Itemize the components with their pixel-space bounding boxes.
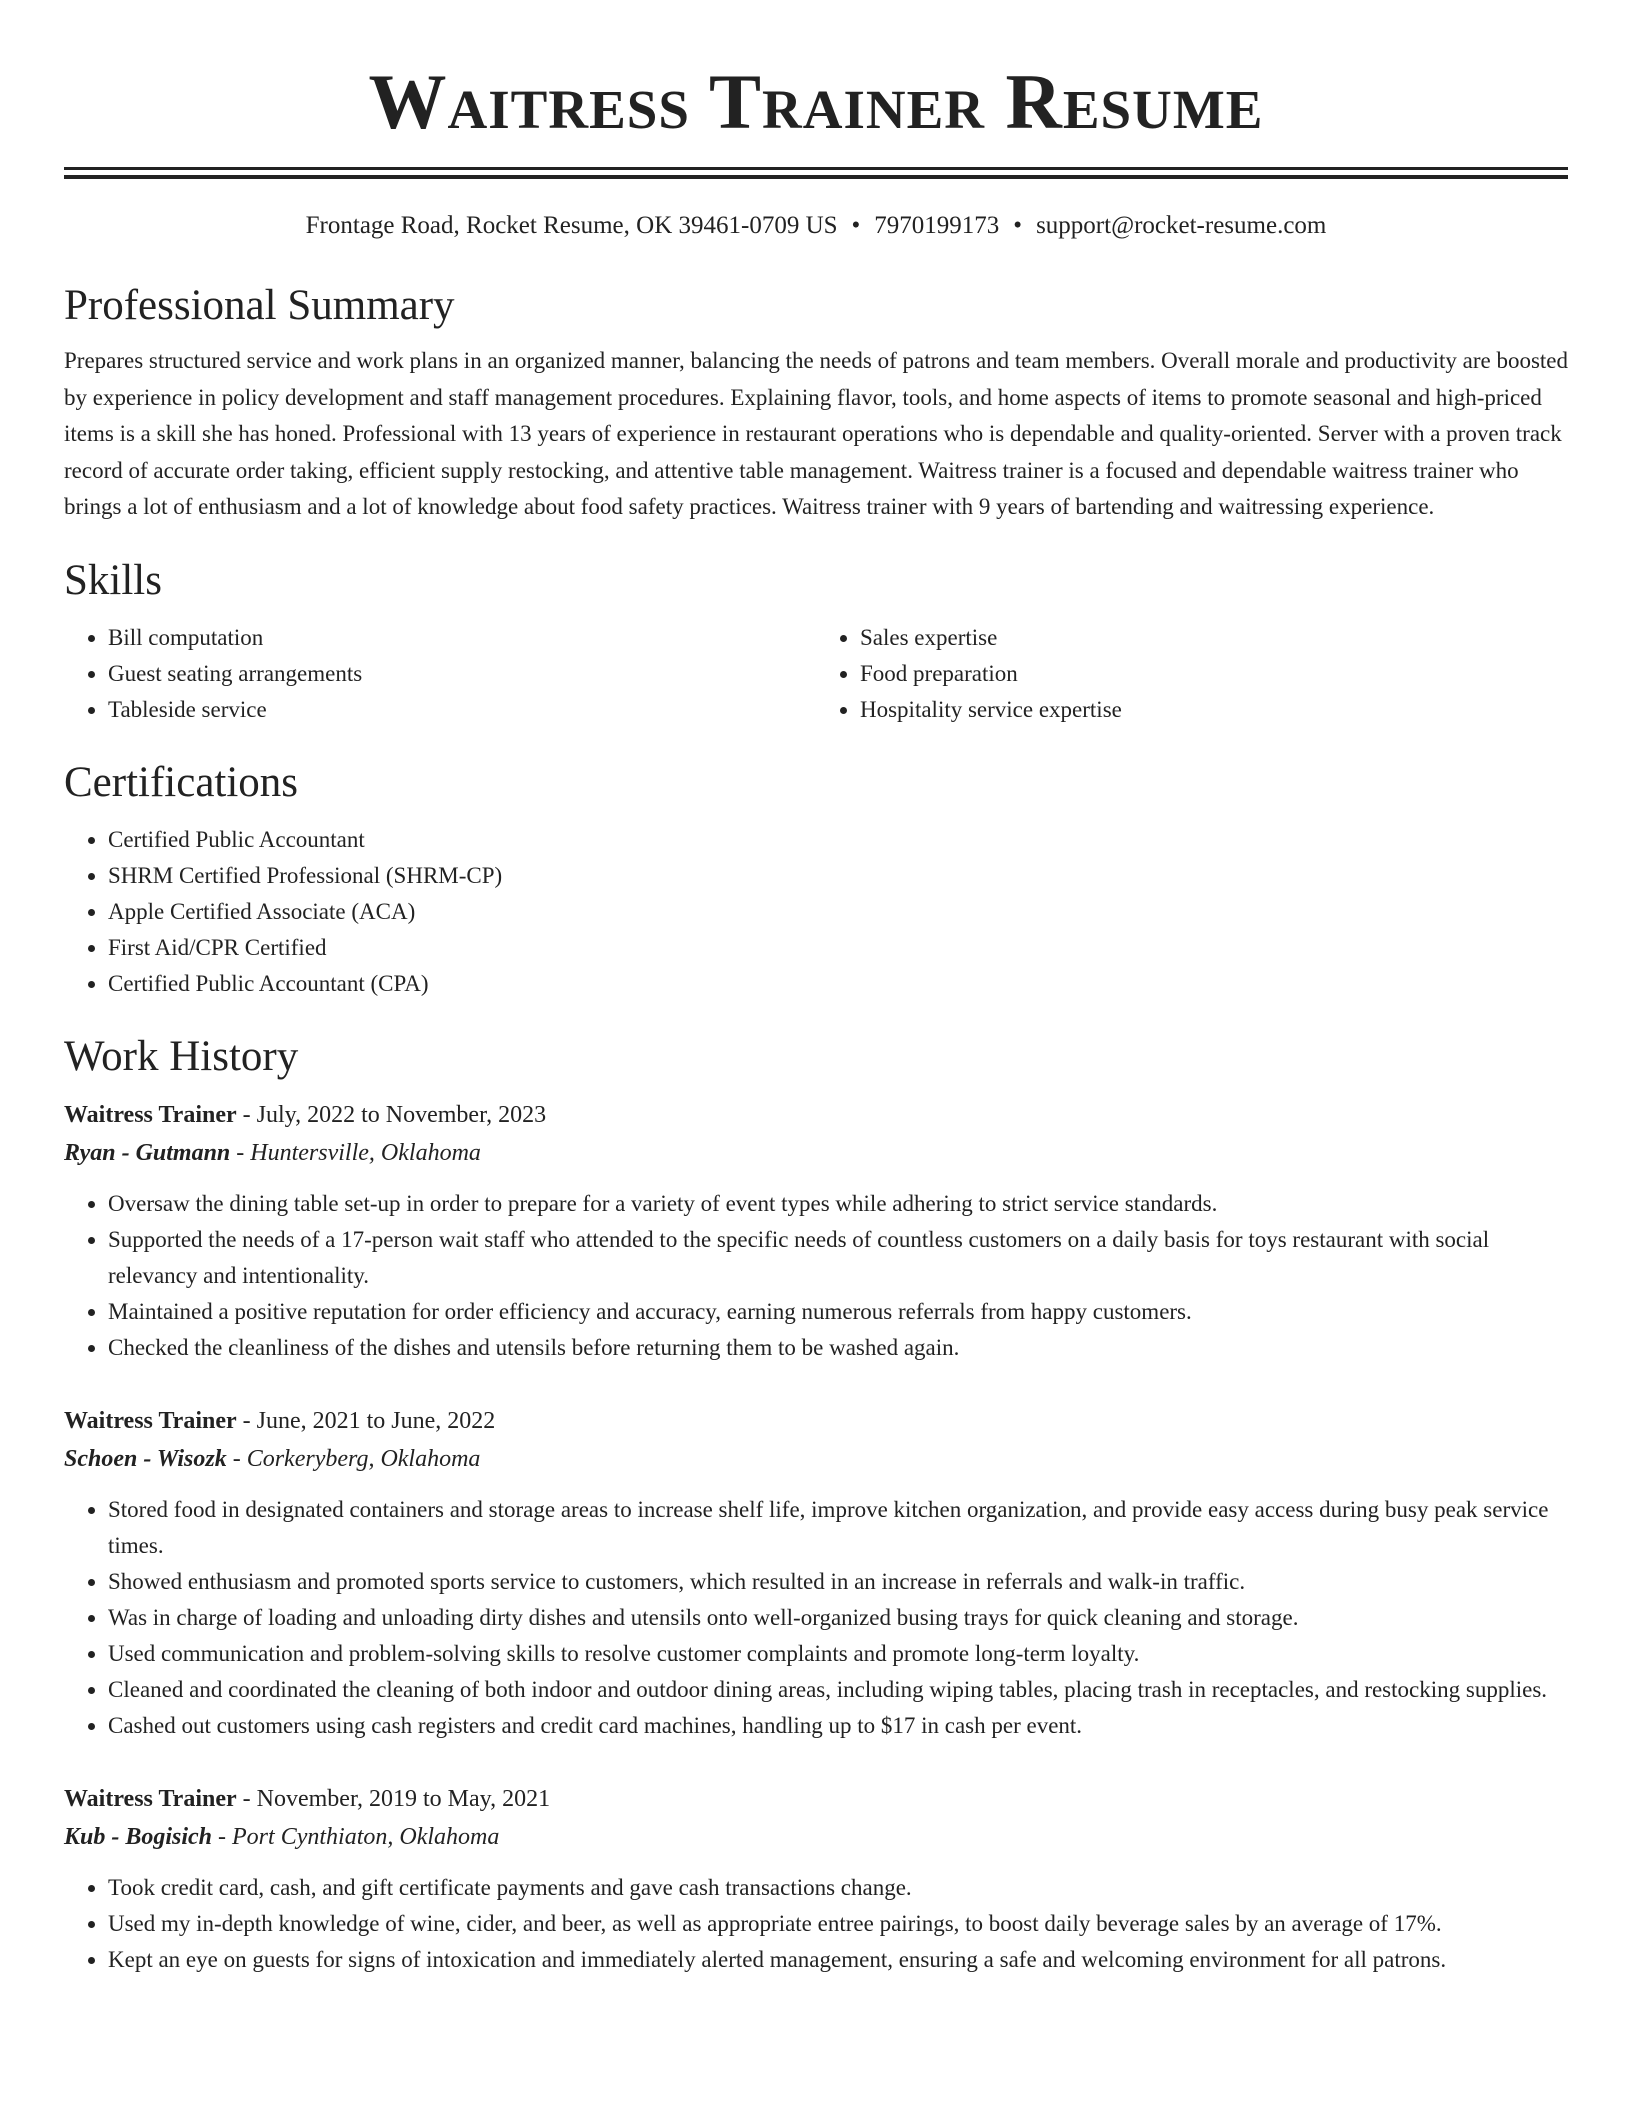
skill-item: • Tableside service — [108, 692, 816, 728]
title-divider — [64, 167, 1568, 179]
contact-address: Frontage Road, Rocket Resume, OK 39461-0709 US — [305, 212, 838, 239]
certification-item: • SHRM Certified Professional (SHRM-CP) — [108, 858, 1568, 894]
job-bullet: • Cleaned and coordinated the cleaning of both indoor and outdoor dining areas, including wiping tables, placing trash in receptacles, and restocking supplies. — [108, 1672, 1568, 1708]
skills-list-left — [64, 620, 816, 728]
summary-text: Prepares structured service and work plans in an organized manner, balancing the needs of patrons and team members. Overall morale and productivity are boosted by experience in policy development and staff management procedures. Explaining flavor, tools, and home aspects of items to promote seasonal and high-priced items is a skill she has honed. Professional with 13 years of experience in restaurant operations who is dependable and quality-oriented. Server with a proven track record of accurate order taking, efficient supply restocking, and attentive table management. Waitress trainer is a focused and dependable waitress trainer who brings a lot of enthusiasm and a lot of knowledge about food safety practices. Waitress trainer with 9 years of bartending and waitressing experience. — [64, 348, 1568, 519]
job-bullet: • Maintained a positive reputation for order efficiency and accuracy, earning numerous referrals from happy customers. — [108, 1294, 1568, 1330]
job-dates: - July, 2022 to November, 2023 — [236, 1101, 547, 1128]
job-company: Kub - Bogisich — [64, 1823, 213, 1850]
job-bullets — [64, 1186, 1568, 1366]
certification-item: • Certified Public Accountant — [108, 822, 1568, 858]
job-company-line — [64, 1818, 1568, 1856]
job-location: - Corkeryberg, Oklahoma — [226, 1445, 481, 1472]
certifications-list — [64, 822, 1568, 1002]
job-entry — [64, 1096, 1568, 1366]
job-bullet: • Supported the needs of a 17-person wait staff who attended to the specific needs of countless customers on a daily basis for toys restaurant with social relevancy and intentionality. — [108, 1222, 1568, 1294]
job-bullet: • Was in charge of loading and unloading dirty dishes and utensils onto well-organized busing trays for quick cleaning and storage. — [108, 1600, 1568, 1636]
job-company: Ryan - Gutmann — [64, 1139, 231, 1166]
job-title-line — [64, 1780, 1568, 1818]
summary-heading: Professional Summary — [64, 282, 455, 329]
job-bullet: • Showed enthusiasm and promoted sports service to customers, which resulted in an increase in referrals and walk-in traffic. — [108, 1564, 1568, 1600]
resume-title: Waitress Trainer Resume — [368, 58, 1264, 145]
job-bullet: • Used communication and problem-solving skills to resolve customer complaints and promote long-term loyalty. — [108, 1636, 1568, 1672]
skills-list-right — [816, 620, 1568, 728]
skill-item: • Hospitality service expertise — [860, 692, 1568, 728]
job-role: Waitress Trainer — [64, 1101, 237, 1128]
job-role: Waitress Trainer — [64, 1785, 237, 1812]
job-bullet: • Oversaw the dining table set-up in order to prepare for a variety of event types while adhering to strict service standards. — [108, 1186, 1568, 1222]
job-bullet: • Used my in-depth knowledge of wine, cider, and beer, as well as appropriate entree pairings, to boost daily beverage sales by an average of 17%. — [108, 1906, 1568, 1942]
contact-separator: • — [1013, 212, 1023, 239]
skill-item: • Sales expertise — [860, 620, 1568, 656]
job-company-line — [64, 1134, 1568, 1172]
job-dates: - November, 2019 to May, 2021 — [236, 1785, 551, 1812]
certifications-heading: Certifications — [64, 758, 299, 806]
job-entry — [64, 1780, 1568, 1978]
job-company: Schoen - Wisozk — [64, 1445, 227, 1472]
job-role: Waitress Trainer — [64, 1407, 237, 1434]
job-location: - Port Cynthiaton, Oklahoma — [212, 1823, 500, 1850]
job-title-line — [64, 1096, 1568, 1134]
skill-item: • Bill computation — [108, 620, 816, 656]
job-company-line — [64, 1440, 1568, 1478]
skill-item: • Guest seating arrangements — [108, 656, 816, 692]
skill-item: • Food preparation — [860, 656, 1568, 692]
contact-phone: 7970199173 — [874, 212, 1000, 239]
certification-item: • Apple Certified Associate (ACA) — [108, 894, 1568, 930]
contact-line — [64, 211, 1568, 241]
contact-email: support@rocket-resume.com — [1036, 212, 1327, 239]
contact-separator: • — [851, 212, 861, 239]
job-bullets — [64, 1492, 1568, 1744]
job-bullet: • Took credit card, cash, and gift certificate payments and gave cash transactions change. — [108, 1870, 1568, 1906]
job-bullet: • Cashed out customers using cash registers and credit card machines, handling up to $17 in cash per event. — [108, 1708, 1568, 1744]
certification-item: • Certified Public Accountant (CPA) — [108, 966, 1568, 1002]
certification-item: • First Aid/CPR Certified — [108, 930, 1568, 966]
job-bullet: • Stored food in designated containers and storage areas to increase shelf life, improve kitchen organization, and provide easy access during busy peak service times. — [108, 1492, 1568, 1564]
job-dates: - June, 2021 to June, 2022 — [236, 1407, 496, 1434]
work-history-heading: Work History — [64, 1032, 299, 1080]
job-title-line — [64, 1402, 1568, 1440]
job-entry — [64, 1402, 1568, 1744]
skills-grid — [64, 620, 1568, 728]
job-bullets — [64, 1870, 1568, 1978]
job-location: - Huntersville, Oklahoma — [230, 1139, 481, 1166]
skills-heading: Skills — [64, 556, 162, 604]
job-bullet: • Checked the cleanliness of the dishes and utensils before returning them to be washed again. — [108, 1330, 1568, 1366]
job-bullet: • Kept an eye on guests for signs of intoxication and immediately alerted management, ensuring a safe and welcoming environment for all patrons. — [108, 1942, 1568, 1978]
